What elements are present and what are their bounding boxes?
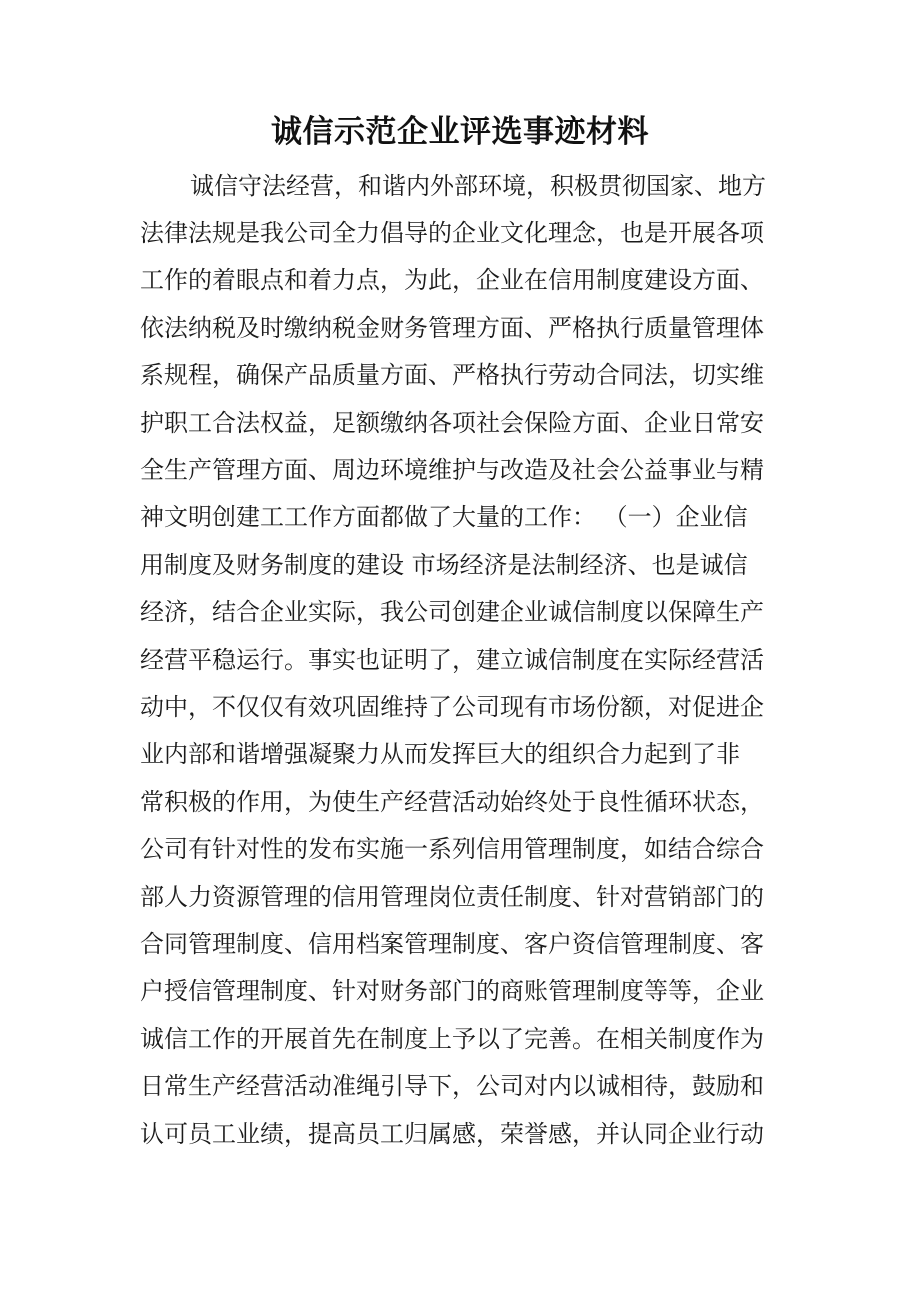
body-line: 日常生产经营活动准绳引导下，公司对内以诚相待，鼓励和 bbox=[140, 1072, 764, 1100]
body-line: 系规程，确保产品质量方面、严格执行劳动合同法，切实维 bbox=[140, 361, 764, 389]
body-line: 经济，结合企业实际，我公司创建企业诚信制度以保障生产 bbox=[140, 598, 764, 626]
body-line: 依法纳税及时缴纳税金财务管理方面、严格执行质量管理体 bbox=[140, 314, 764, 342]
body-line: 部人力资源管理的信用管理岗位责任制度、针对营销部门的 bbox=[140, 883, 764, 911]
body-line: 神文明创建工工作方面都做了大量的工作： （一）企业信 bbox=[140, 503, 748, 531]
body-line: 法律法规是我公司全力倡导的企业文化理念，也是开展各项 bbox=[140, 219, 764, 247]
body-line: 动中，不仅仅有效巩固维持了公司现有市场份额，对促进企 bbox=[140, 693, 764, 721]
body-line: 诚信工作的开展首先在制度上予以了完善。在相关制度作为 bbox=[140, 1025, 764, 1053]
body-line: 诚信守法经营，和谐内外部环境，积极贯彻国家、地方 bbox=[190, 172, 766, 200]
body-line: 经营平稳运行。事实也证明了，建立诚信制度在实际经营活 bbox=[140, 646, 764, 674]
body-line: 用制度及财务制度的建设 市场经济是法制经济、也是诚信 bbox=[140, 551, 748, 579]
body-line: 公司有针对性的发布实施一系列信用管理制度，如结合综合 bbox=[140, 835, 764, 863]
body-line: 常积极的作用，为使生产经营活动始终处于良性循环状态， bbox=[140, 788, 764, 816]
body-line: 护职工合法权益，足额缴纳各项社会保险方面、企业日常安 bbox=[140, 409, 764, 437]
body-line: 工作的着眼点和着力点，为此，企业在信用制度建设方面、 bbox=[140, 266, 764, 294]
body-line: 合同管理制度、信用档案管理制度、客户资信管理制度、客 bbox=[140, 930, 764, 958]
body-line: 户授信管理制度、针对财务部门的商账管理制度等等，企业 bbox=[140, 977, 764, 1005]
document-title: 诚信示范企业评选事迹材料 bbox=[271, 114, 649, 150]
body-line: 业内部和谐增强凝聚力从而发挥巨大的组织合力起到了非 bbox=[140, 740, 740, 768]
body-line: 全生产管理方面、周边环境维护与改造及社会公益事业与精 bbox=[140, 456, 764, 484]
body-line: 认可员工业绩，提高员工归属感，荣誉感，并认同企业行动 bbox=[140, 1120, 764, 1148]
